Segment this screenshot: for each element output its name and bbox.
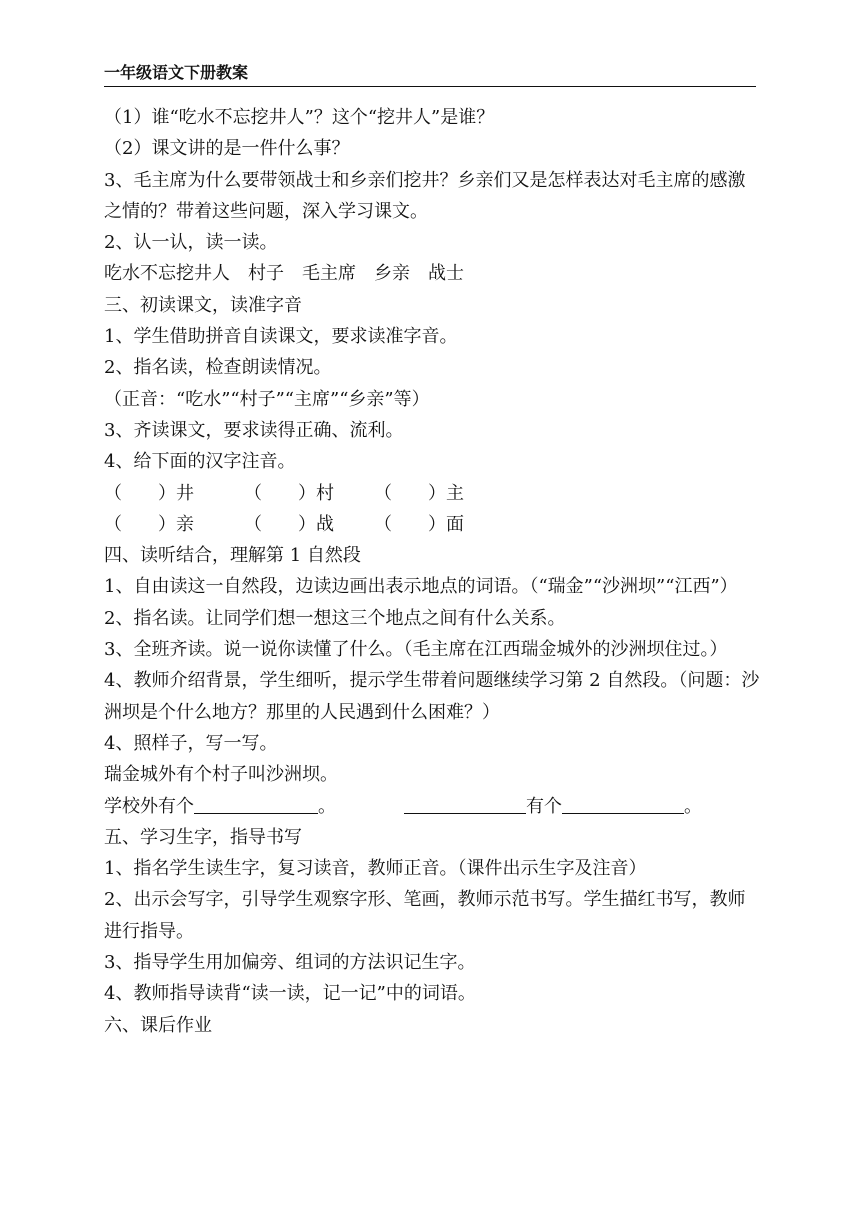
fill-blank [404,791,526,814]
step-item: 2、指名读，检查朗读情况。 [104,357,332,379]
fill-prefix: 学校外有个 [104,795,194,817]
fill-blank [194,791,318,814]
fill-in-row [104,791,760,822]
question-2: （2）课文讲的是一件什么事？ [104,138,350,160]
pinyin-row [104,509,760,540]
question-1: （1）谁“吃水不忘挖井人”？这个“挖井人”是谁？ [104,107,495,128]
paragraph-intro-question: 3、毛主席为什么要带领战士和乡亲们挖井？乡亲们又是怎样表达对毛主席的感激之情的？带着这些问题，深入学习课文。 [104,169,746,222]
section-heading-5: 五、学习生字，指导书写 [104,826,302,848]
word-list: 吃水不忘挖井人 村子 毛主席 乡亲 战士 [104,263,464,285]
step-recognize: 2、认一认，读一读。 [104,232,278,254]
step-item: 3、指导学生用加偏旁、组词的方法识记生字。 [104,952,476,974]
step-item: 2、指名读。让同学们想一想这三个地点之间有什么关系。 [104,607,566,629]
document-body [104,102,760,1041]
section-heading-3: 三、初读课文，读准字音 [104,294,302,316]
step-item: 4、教师指导读背“读一读，记一记”中的词语。 [104,983,476,1005]
fill-suffix: 。 [684,795,702,817]
section-heading-6: 六、课后作业 [104,1014,212,1036]
step-item: 1、自由读这一自然段，边读边画出表示地点的词语。（“瑞金”“沙洲坝”“江西”） [104,576,738,598]
fill-suffix: 。 [318,795,336,817]
pinyin-item: （ ）战 [244,513,334,535]
pinyin-row [104,478,760,509]
example-sentence: 瑞金城外有个村子叫沙洲坝。 [104,764,338,786]
step-item: 4、照样子，写一写。 [104,732,278,754]
section-heading-4: 四、读听结合，理解第 1 自然段 [104,545,361,567]
pinyin-item: （ ）亲 [104,513,194,535]
pinyin-item: （ ）面 [374,513,464,535]
step-item: 1、指名学生读生字，复习读音，教师正音。（课件出示生字及注音） [104,858,647,880]
step-item: 4、给下面的汉字注音。 [104,451,296,473]
pinyin-item: （ ）主 [374,482,464,504]
fill-blank [562,791,684,814]
step-item: 3、齐读课文，要求读得正确、流利。 [104,419,404,441]
step-item: 3、全班齐读。说一说你读懂了什么。（毛主席在江西瑞金城外的沙洲坝住过。） [104,639,728,661]
fill-middle: 有个 [526,795,562,817]
document-header: 一年级语文下册教案 [104,62,756,87]
step-item: 1、学生借助拼音自读课文，要求读准字音。 [104,326,458,348]
step-item: 4、教师介绍背景，学生细听，提示学生带着问题继续学习第 2 自然段。（问题：沙洲坝是个什么地方？那里的人民遇到什么困难？） [104,670,760,723]
step-item: 2、出示会写字，引导学生观察字形、笔画，教师示范书写。学生描红书写，教师进行指导。 [104,889,746,942]
pinyin-item: （ ）村 [244,482,334,504]
correction-note: （正音：“吃水”“村子”“主席”“乡亲”等） [104,388,430,410]
pinyin-item: （ ）井 [104,482,194,504]
